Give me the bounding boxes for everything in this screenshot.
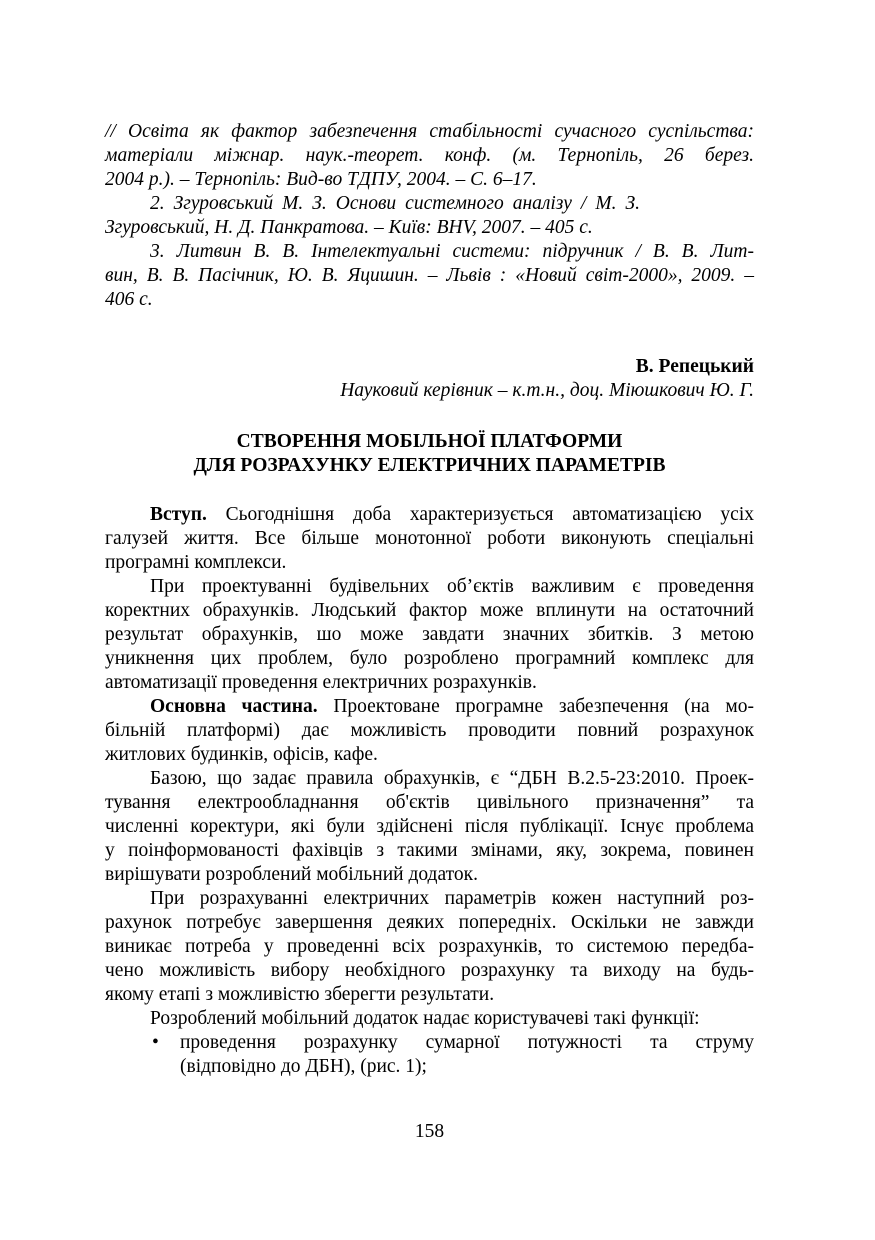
bullet1-line2: (відповідно до ДБН), (рис. 1);	[180, 1056, 427, 1077]
ref1-line2: матеріали міжнар. наук.-теорет. конф. (м. Тернопіль, 26 берез.	[105, 145, 754, 166]
ref2-line1: 2. Згуровський М. З. Основи системного аналізу / М. З.	[150, 193, 640, 214]
intro-line3: програмні комплекси.	[105, 552, 287, 573]
main-text: Проектоване програмне забезпечення (на мо-	[317, 696, 754, 717]
p4-line3: численні коректури, які були здійснені після публікації. Існує проблема	[105, 816, 754, 837]
intro-label: Вступ.	[150, 504, 207, 525]
p4-line2: тування електрообладнання об'єктів цивільного призначення” та	[105, 792, 754, 813]
main-line3: житлових будинків, офісів, кафе.	[105, 744, 378, 765]
ref3-line1: 3. Литвин В. В. Інтелектуальні системи: підручник / В. В. Лит-	[150, 241, 754, 262]
p4-line1: Базою, що задає правила обрахунків, є “ДБН В.2.5-23:2010. Проек-	[150, 768, 754, 789]
p4-line5: вирішувати розроблений мобільний додаток.	[105, 864, 478, 885]
ref1-line3: 2004 р.). – Тернопіль: Вид-во ТДПУ, 2004. – С. 6–17.	[105, 169, 537, 190]
ref3-line3: 406 с.	[105, 289, 153, 310]
p5-line1: При розрахуванні електричних параметрів кожен наступний роз-	[150, 888, 754, 909]
ref3-line2: вин, В. В. Пасічник, Ю. В. Яцишин. – Львів : «Новий світ-2000», 2009. –	[105, 265, 754, 286]
supervisor: Науковий керівник – к.т.н., доц. Міюшкович Ю. Г.	[340, 380, 754, 401]
article-title-line1: СТВОРЕННЯ МОБІЛЬНОЇ ПЛАТФОРМИ	[236, 431, 623, 452]
p2-line3: результат обрахунків, шо може завдати значних збитків. З метою	[105, 624, 754, 645]
p2-line1: При проектуванні будівельних об’єктів важливим є проведення	[150, 576, 754, 597]
intro-line1	[150, 503, 754, 527]
p4-line4: у поінформованості фахівців з такими змінами, яку, зокрема, повинен	[105, 840, 754, 861]
p2-line2: коректних обрахунків. Людський фактор може вплинути на остаточний	[105, 600, 754, 621]
intro-line2: галузей життя. Все більше монотонної роботи виконують спеціальні	[105, 528, 754, 549]
p5-line5: якому етапі з можливістю зберегти результати.	[105, 984, 495, 1005]
article-title-line2: ДЛЯ РОЗРАХУНКУ ЕЛЕКТРИЧНИХ ПАРАМЕТРІВ	[193, 455, 666, 476]
main-line2: більній платформі) дає можливість проводити повний розрахунок	[105, 720, 754, 741]
p5-line3: виникає потреба у проведенні всіх розрахунків, то системою передба-	[105, 936, 754, 957]
p2-line4: уникнення цих проблем, було розроблено програмний комплекс для	[105, 648, 754, 669]
p6-line1: Розроблений мобільний додаток надає користувачеві такі функції:	[150, 1008, 700, 1029]
main-label: Основна частина.	[150, 696, 318, 717]
page-number: 158	[414, 1121, 445, 1142]
bullet1-line1: проведення розрахунку сумарної потужності та струму	[180, 1032, 754, 1053]
ref1-line1: // Освіта як фактор забезпечення стабільності сучасного суспільства:	[105, 121, 754, 142]
p2-line5: автоматизації проведення електричних розрахунків.	[105, 672, 537, 693]
ref2-line2: Згуровський, Н. Д. Панкратова. – Київ: BHV, 2007. – 405 с.	[105, 217, 593, 238]
main-line1	[150, 695, 754, 719]
author-name: В. Репецький	[635, 356, 754, 377]
intro-text: Сьогоднішня доба характеризується автоматизацією усіх	[206, 504, 754, 525]
p5-line2: рахунок потребує завершення деяких попередніх. Оскільки не завжди	[105, 912, 754, 933]
p5-line4: чено можливість вибору необхідного розрахунку та виходу на будь-	[105, 960, 754, 981]
bullet-dot-icon: •	[152, 1032, 159, 1053]
